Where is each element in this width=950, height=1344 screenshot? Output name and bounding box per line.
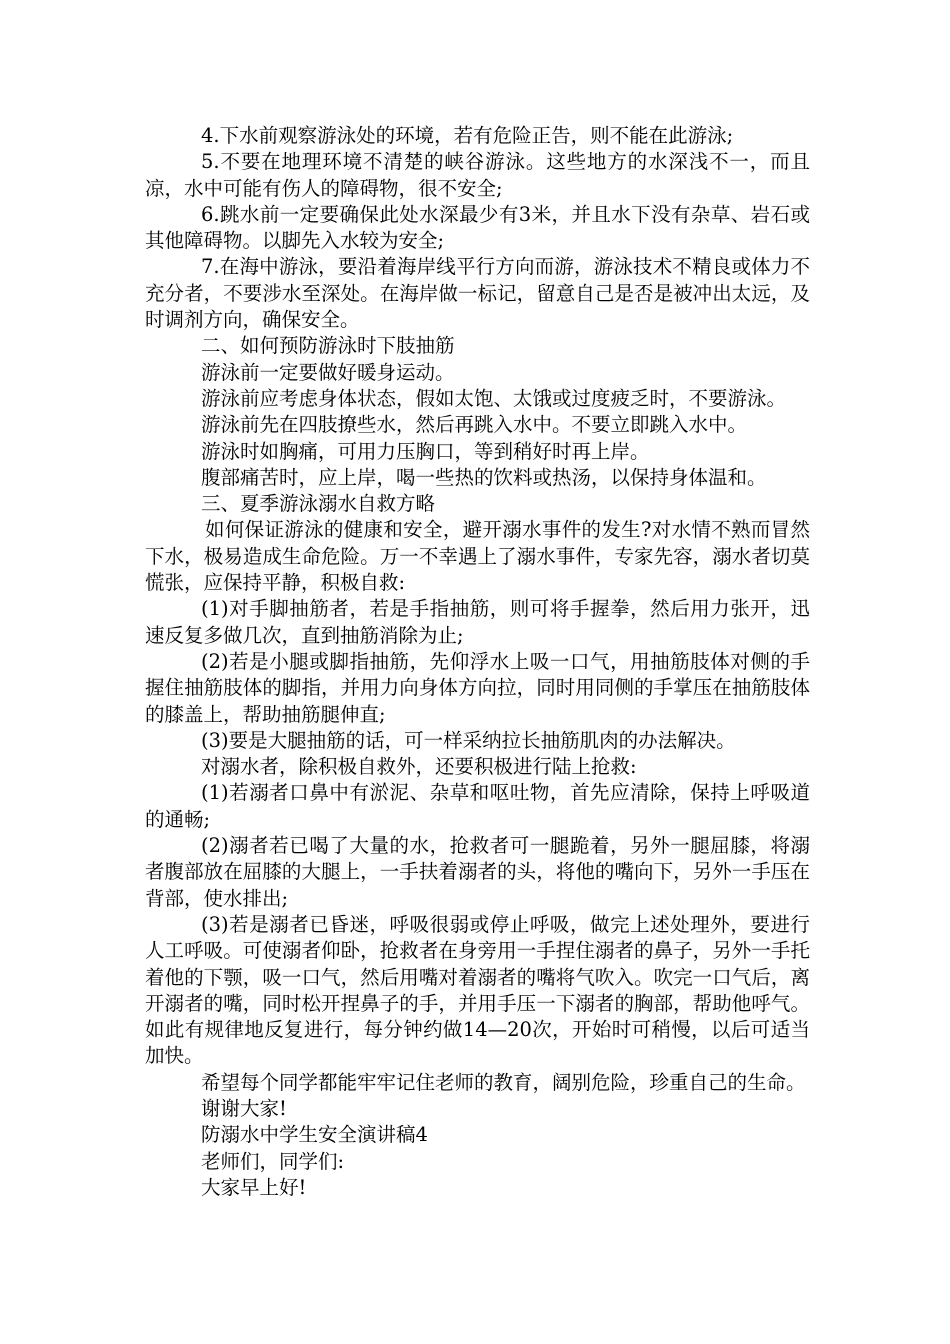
paragraph-body-state: 游泳前应考虑身体状态，假如太饱、太饿或过度疲乏时，不要游泳。 (201, 386, 787, 410)
paragraph-rescue-3: (3)若是溺者已昏迷，呼吸很弱或停止呼吸，做完上述处理外，要进行人工呼吸。可使溺者仰卧，抢救者在身旁用一手捏住溺者的鼻子，另外一手托着他的下颚，吸一口气，然后用嘴对着溺者的嘴将气吹入。吹完一口气后，离开溺者的嘴，同时松开捏鼻子的手，并用手压一下溺者的胸部，帮助他呼气。如此有规律地反复进行，每分钟约做14—20次，开始时可稍慢，以后可适当加快。 (145, 912, 810, 1068)
paragraph-hope: 希望每个同学都能牢牢记住老师的教育，阔别危险，珍重自己的生命。 (201, 1070, 806, 1094)
paragraph-item-7: 7.在海中游泳，要沿着海岸线平行方向而游，游泳技术不精良或体力不充分者，不要涉水至深处。在海岸做一标记，留意自己是否是被冲出太远，及时调剂方向，确保安全。 (145, 255, 810, 332)
section-heading-2: 二、如何预防游泳时下肢抽筋 (201, 334, 455, 358)
paragraph-self-rescue-2: (2)若是小腿或脚指抽筋，先仰浮水上吸一口气，用抽筋肢体对侧的手握住抽筋肢体的脚指，并用力向身体方向拉，同时用同侧的手掌压在抽筋肢体的膝盖上，帮助抽筋腿伸直; (145, 649, 810, 726)
paragraph-splash-water: 游泳前先在四肢撩些水，然后再跳入水中。不要立即跳入水中。 (201, 413, 748, 437)
paragraph-self-rescue-3: (3)要是大腿抽筋的话，可一样采纳拉长抽筋肌肉的办法解决。 (201, 728, 736, 752)
paragraph-self-rescue-1: (1)对手脚抽筋者，若是手指抽筋，则可将手握拳，然后用力张开，迅速反复多做几次，直到抽筋消除为止; (145, 597, 810, 647)
paragraph-self-rescue-intro: 如何保证游泳的健康和安全，避开溺水事件的发生?对水情不熟而冒然下水，极易造成生命危险。万一不幸遇上了溺水事件，专家先容，溺水者切莫慌张，应保持平静，积极自救: (145, 518, 810, 595)
greeting-morning: 大家早上好! (201, 1175, 307, 1199)
paragraph-abdominal-pain: 腹部痛苦时，应上岸，喝一些热的饮料或热汤，以保持身体温和。 (201, 465, 767, 489)
paragraph-item-4: 4.下水前观察游泳处的环境，若有危险正告，则不能在此游泳; (201, 124, 734, 147)
paragraph-rescue-intro: 对溺水者，除积极自救外，还要积极进行陆上抢救: (201, 755, 637, 779)
paragraph-thanks: 谢谢大家! (201, 1096, 287, 1120)
greeting-audience: 老师们，同学们: (201, 1149, 345, 1173)
paragraph-item-5: 5.不要在地理环境不清楚的峡谷游泳。这些地方的水深浅不一，而且凉，水中可能有伤人的障碍物，很不安全; (145, 150, 810, 200)
document-page (145, 123, 810, 1201)
section-heading-3: 三、夏季游泳溺水自救方略 (201, 492, 436, 516)
speech-title: 防溺水中学生安全演讲稿4 (201, 1123, 428, 1147)
paragraph-warmup: 游泳前一定要做好暖身运动。 (201, 360, 455, 384)
paragraph-rescue-1: (1)若溺者口鼻中有淤泥、杂草和呕吐物，首先应清除，保持上呼吸道的通畅; (145, 781, 810, 831)
paragraph-chest-pain: 游泳时如胸痛，可用力压胸口，等到稍好时再上岸。 (201, 439, 650, 463)
paragraph-item-6: 6.跳水前一定要确保此处水深最少有3米，并且水下没有杂草、岩石或其他障碍物。以脚先入水较为安全; (145, 202, 810, 253)
paragraph-rescue-2: (2)溺者若已喝了大量的水，抢救者可一腿跪着，另外一腿屈膝，将溺者腹部放在屈膝的大腿上，一手扶着溺者的头，将他的嘴向下，另外一手压在背部，使水排出; (145, 834, 810, 910)
